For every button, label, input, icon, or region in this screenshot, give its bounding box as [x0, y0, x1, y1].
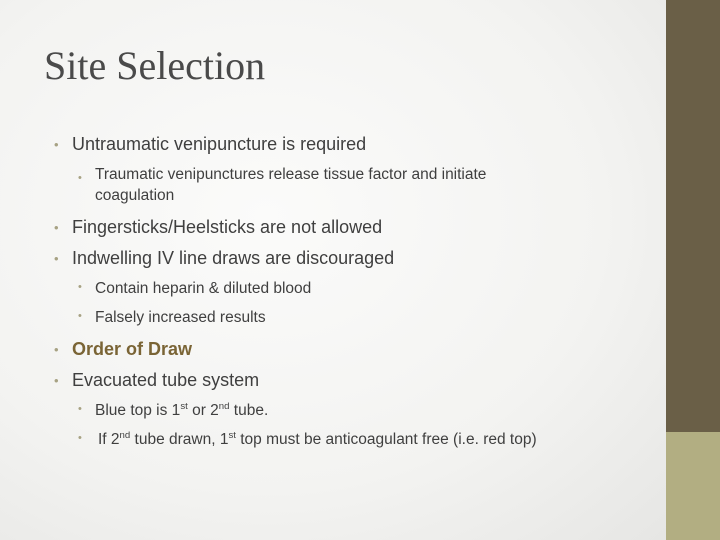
bullet-dot: •: [54, 220, 59, 235]
subbullet-text: Contain heparin & diluted blood: [95, 280, 312, 297]
subbullet-second-tube: [78, 429, 537, 449]
subbullet-blue-top: [78, 400, 269, 420]
bullet-untraumatic: [54, 134, 367, 155]
bullet-dot: •: [54, 251, 59, 266]
sidebar-accent-bar: [666, 432, 720, 540]
bullet-dot: •: [78, 310, 82, 322]
bullet-text: Evacuated tube system: [72, 370, 260, 390]
bullet-text: Indwelling IV line draws are discouraged: [72, 248, 395, 268]
bullet-dot: •: [54, 373, 59, 388]
subbullet-text-line2: coagulation: [95, 187, 175, 204]
bullet-text: Fingersticks/Heelsticks are not allowed: [72, 217, 383, 237]
sidebar-bar: [666, 0, 720, 432]
superscript: nd: [119, 429, 131, 441]
bullet-dot: •: [78, 403, 82, 415]
subbullet-text-line1: Traumatic venipunctures release tissue factor and initiate: [95, 166, 487, 183]
superscript: st: [180, 400, 188, 412]
bullet-text-emphasis: Order of Draw: [72, 339, 193, 359]
subbullet-heparin: [78, 280, 312, 298]
subbullet-text-part: or 2: [187, 402, 219, 419]
superscript: st: [228, 429, 236, 441]
subbullet-text: Falsely increased results: [95, 309, 266, 326]
bullet-dot: •: [78, 172, 82, 184]
slide-title: Site Selection: [44, 43, 266, 88]
bullet-dot: •: [54, 137, 59, 152]
superscript: nd: [218, 400, 230, 412]
bullet-order-of-draw: [54, 339, 193, 360]
subbullet-text-part: top must be anticoagulant free (i.e. red top): [235, 431, 537, 448]
subbullet-falsely-increased: [78, 309, 266, 327]
subbullet-text-part: tube drawn, 1: [130, 431, 229, 448]
bullet-dot: •: [54, 342, 59, 357]
bullet-indwelling: [54, 248, 395, 269]
subbullet-text-part: tube.: [229, 402, 269, 419]
subbullet-text-part: Blue top is 1: [95, 402, 181, 419]
bullet-evacuated-tube: [54, 370, 260, 391]
bullet-text: Untraumatic venipuncture is required: [72, 134, 367, 154]
subbullet-text-part: If 2: [98, 431, 120, 448]
bullet-dot: •: [78, 281, 82, 293]
bullet-dot: •: [78, 432, 82, 444]
subbullet-traumatic: [78, 164, 487, 206]
bullet-fingersticks: [54, 217, 383, 238]
